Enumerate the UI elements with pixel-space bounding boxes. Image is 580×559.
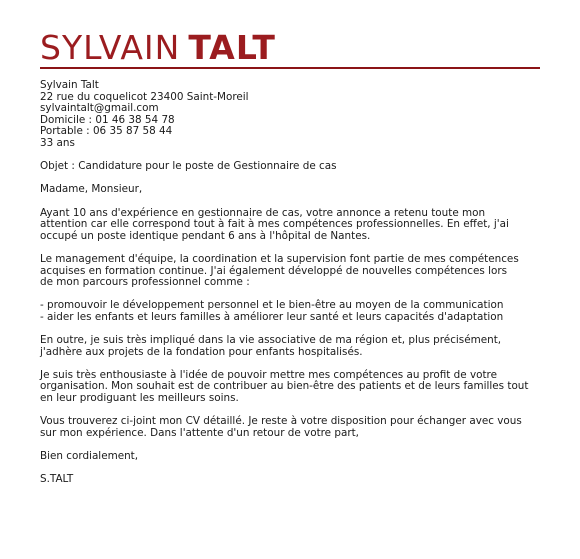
paragraph-line: Je suis très enthousiaste à l'idée de pouvoir mettre mes compétences au profit de votre — [40, 368, 497, 381]
paragraph-line: attention car elle correspond tout à fait à mes compétences professionnelles. En effet, j'ai — [40, 218, 509, 231]
first-name: SYLVAIN — [40, 28, 181, 67]
contact-address: 22 rue du coquelicot 23400 Saint-Moreil — [40, 90, 249, 103]
paragraph-line: j'adhère aux projets de la fondation pour enfants hospitalisés. — [40, 345, 363, 358]
list-item: - aider les enfants et leurs familles à améliorer leur santé et leurs capacités d'adaptation — [40, 310, 504, 323]
last-name: TALT — [188, 28, 276, 67]
paragraph-experience — [40, 208, 540, 243]
paragraph-cv — [40, 416, 540, 439]
paragraph-line: en leur prodiguant les meilleurs soins. — [40, 392, 239, 405]
contact-age: 33 ans — [40, 136, 75, 149]
salutation-text: Madame, Monsieur, — [40, 183, 143, 196]
list-item: - promouvoir le développement personnel et le bien-être au moyen de la communication — [40, 299, 504, 312]
letter-body — [40, 80, 540, 486]
paragraph-motivation — [40, 370, 540, 405]
paragraph-skills — [40, 254, 540, 289]
contact-mobile-phone: Portable : 06 35 87 58 44 — [40, 125, 173, 138]
contact-home-phone: Domicile : 01 46 38 54 78 — [40, 113, 175, 126]
contact-name: Sylvain Talt — [40, 79, 99, 91]
paragraph-line: Le management d'équipe, la coordination et la supervision font partie de mes compétences — [40, 252, 519, 265]
signature — [40, 474, 540, 486]
paragraph-line: acquises en formation continue. J'ai également développé de nouvelles compétences lors — [40, 264, 508, 277]
contact-email: sylvaintalt@gmail.com — [40, 102, 159, 115]
letter-header — [40, 28, 540, 69]
closing-text: Bien cordialement, — [40, 450, 139, 462]
paragraph-line: Ayant 10 ans d'expérience en gestionnaire de cas, votre annonce a retenu toute mon — [40, 206, 486, 219]
applicant-name-heading — [40, 30, 276, 66]
paragraph-line: Vous trouverez ci-joint mon CV détaillé. Je reste à votre disposition pour échanger avec vous — [40, 415, 522, 428]
contact-block — [40, 80, 540, 150]
salutation — [40, 184, 540, 196]
paragraph-line: de mon parcours professionnel comme : — [40, 276, 250, 289]
closing — [40, 451, 540, 463]
paragraph-line: sur mon expérience. Dans l'attente d'un retour de votre part, — [40, 426, 359, 439]
paragraph-associative — [40, 335, 540, 358]
subject-line — [40, 161, 540, 173]
signature-text: S.TALT — [40, 473, 74, 486]
paragraph-line: organisation. Mon souhait est de contribuer au bien-être des patients et de leurs familles tout — [40, 380, 529, 393]
paragraph-line: occupé un poste identique pendant 6 ans à l'hôpital de Nantes. — [40, 229, 371, 242]
subject-text: Objet : Candidature pour le poste de Gestionnaire de cas — [40, 160, 337, 173]
paragraph-line: En outre, je suis très impliqué dans la vie associative de ma région et, plus précisément, — [40, 334, 502, 347]
skills-list — [40, 300, 540, 323]
